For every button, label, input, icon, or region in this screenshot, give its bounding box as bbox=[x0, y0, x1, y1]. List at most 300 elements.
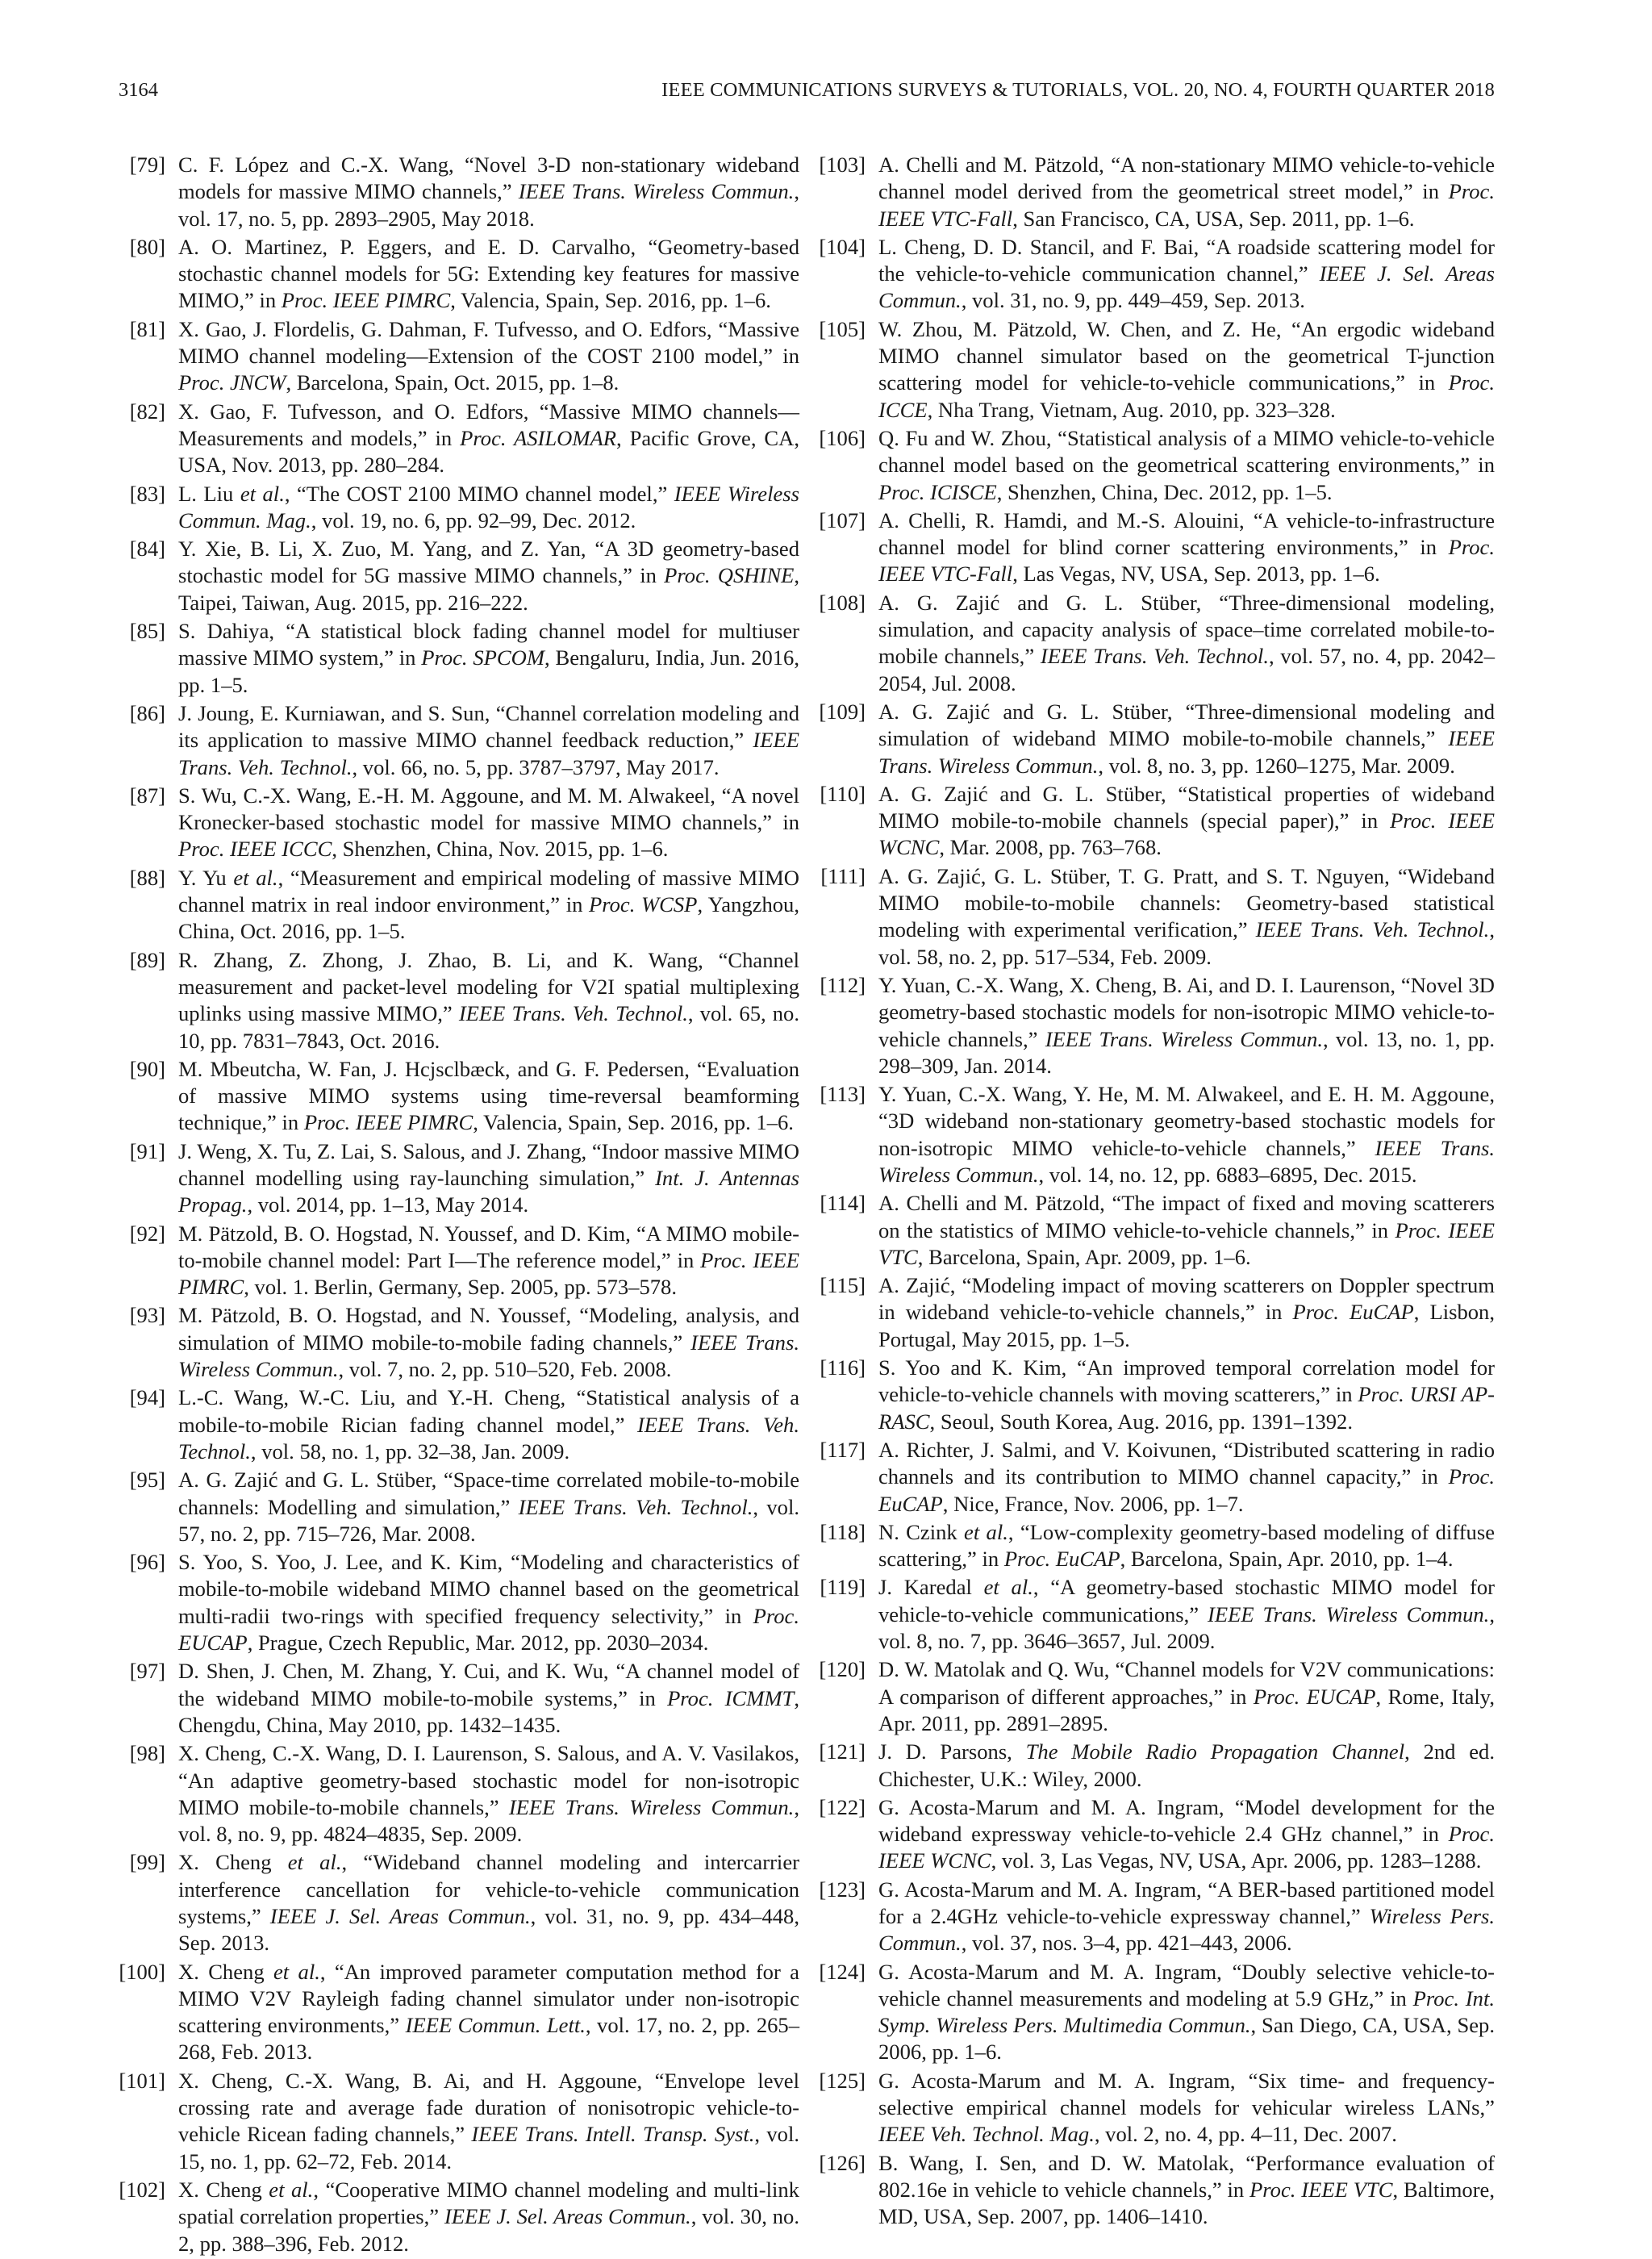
reference-number: [104] bbox=[819, 234, 866, 259]
reference-entry bbox=[814, 1355, 1495, 1435]
reference-text-segment: , “Cooperative MIMO channel modeling and multi-link spatial correlation properties,” bbox=[178, 2177, 799, 2229]
reference-text-segment: X. Cheng bbox=[178, 1850, 288, 1875]
reference-text bbox=[878, 1959, 1495, 2066]
reference-text-segment: G. Acosta-Marum and M. A. Ingram, “Doubly selective vehicle-to-vehicle channel measurements and modeling at 5.9 GHz,” in bbox=[878, 1959, 1495, 2011]
reference-venue-italic: Proc. URSI AP-RASC bbox=[878, 1382, 1495, 1434]
reference-text-segment: , Nice, France, Nov. 2006, pp. 1–7. bbox=[942, 1491, 1244, 1516]
reference-text-segment: Y. Yuan, C.-X. Wang, X. Cheng, B. Ai, and D. I. Laurenson, “Novel 3D geometry-based stochastic models for non-isotropic MIMO vehicle-to-vehicle channels,” bbox=[878, 972, 1495, 1051]
reference-text-segment: , “Measurement and empirical modeling of massive MIMO channel matrix in real indoor environment,” in bbox=[178, 865, 799, 917]
reference-entry bbox=[814, 1959, 1495, 2066]
reference-text-segment: , vol. 8, no. 9, pp. 4824–4835, Sep. 2009. bbox=[178, 1794, 799, 1847]
reference-venue-italic: IEEE Trans. Veh. Technol. bbox=[1255, 917, 1490, 942]
reference-entry bbox=[814, 152, 1495, 232]
reference-number: [94] bbox=[129, 1385, 165, 1410]
reference-text-segment: S. Yoo, S. Yoo, J. Lee, and K. Kim, “Modeling and characteristics of mobile-to-mobile wideband MIMO channel based on the geometrical multi-radii two-rings with specified frequency selectivity,” in bbox=[178, 1550, 799, 1628]
reference-entry bbox=[119, 618, 799, 699]
reference-text-segment: , Lisbon, Portugal, May 2015, pp. 1–5. bbox=[878, 1300, 1495, 1351]
reference-text-segment: W. Zhou, M. Pätzold, W. Chen, and Z. He, “An ergodic wideband MIMO channel simulator based on the geometrical T-junction scattering model for vehicle-to-vehicle communications,” in bbox=[878, 316, 1495, 395]
reference-text-segment: , Prague, Czech Republic, Mar. 2012, pp. 2030–2034. bbox=[247, 1631, 709, 1656]
reference-text bbox=[878, 1519, 1495, 1573]
reference-text-segment: , San Francisco, CA, USA, Sep. 2011, pp. 1–6. bbox=[1012, 206, 1415, 231]
reference-venue-italic: Proc. IEEE VTC bbox=[1249, 2177, 1393, 2202]
reference-venue-italic: et al. bbox=[233, 865, 278, 890]
reference-number: [81] bbox=[129, 316, 165, 341]
reference-number: [79] bbox=[129, 152, 165, 177]
reference-venue-italic: IEEE Wireless Commun. Mag. bbox=[178, 481, 799, 532]
reference-venue-italic: Proc. ASILOMAR bbox=[460, 425, 617, 450]
reference-entry bbox=[814, 781, 1495, 862]
reference-entry bbox=[814, 1437, 1495, 1518]
reference-text-segment: A. Chelli and M. Pätzold, “The impact of fixed and moving scatterers on the statistics of MIMO vehicle-to-vehicle channels,” in bbox=[878, 1191, 1495, 1242]
reference-text-segment: X. Gao, F. Tufvesson, and O. Edfors, “Massive MIMO channels—Measurements and models,” in bbox=[178, 399, 799, 450]
reference-number: [98] bbox=[129, 1741, 165, 1766]
reference-text bbox=[878, 1794, 1495, 1875]
reference-venue-italic: Proc. EuCAP bbox=[1292, 1300, 1414, 1325]
reference-venue-italic: IEEE Veh. Technol. Mag. bbox=[878, 2122, 1095, 2147]
reference-text bbox=[178, 2177, 799, 2257]
reference-number: [97] bbox=[129, 1659, 165, 1684]
reference-venue-italic: Proc. IEEE ICCC bbox=[178, 837, 332, 862]
reference-venue-italic: et al. bbox=[964, 1519, 1008, 1544]
reference-text-segment: , vol. 1. Berlin, Germany, Sep. 2005, pp. 573–578. bbox=[244, 1275, 677, 1300]
reference-entry bbox=[814, 1081, 1495, 1188]
reference-text bbox=[178, 152, 799, 232]
reference-number: [118] bbox=[820, 1519, 866, 1544]
reference-text bbox=[178, 1467, 799, 1547]
reference-venue-italic: Proc. EuCAP bbox=[878, 1464, 1495, 1516]
reference-venue-italic: Wireless Pers. Commun. bbox=[878, 1904, 1495, 1956]
reference-number: [120] bbox=[819, 1657, 866, 1682]
reference-venue-italic: IEEE Trans. Veh. Technol. bbox=[1040, 644, 1269, 669]
reference-text bbox=[178, 2068, 799, 2175]
reference-text-segment: A. G. Zajić and G. L. Stüber, “Three-dimensional modeling and simulation of wideband MIMO mobile-to-mobile channels,” bbox=[878, 699, 1495, 751]
reference-text-segment: , vol. 58, no. 1, pp. 32–38, Jan. 2009. bbox=[250, 1438, 570, 1464]
reference-text bbox=[178, 1959, 799, 2066]
reference-text-segment: , “An improved parameter computation method for a MIMO V2V Rayleigh fading channel simulator under non-isotropic scattering environments,” bbox=[178, 1959, 799, 2038]
reference-text bbox=[178, 481, 799, 535]
reference-text-segment: A. Richter, J. Salmi, and V. Koivunen, “Distributed scattering in radio channels and its contribution to MIMO channel capacity,” in bbox=[878, 1437, 1495, 1489]
reference-number: [83] bbox=[129, 481, 165, 506]
reference-text bbox=[878, 1190, 1495, 1271]
reference-entry bbox=[119, 1384, 799, 1465]
page-number: 3164 bbox=[119, 79, 158, 101]
reference-text-segment: , vol. 58, no. 2, pp. 517–534, Feb. 2009. bbox=[878, 917, 1495, 969]
reference-text-segment: X. Cheng bbox=[178, 2177, 269, 2202]
reference-number: [119] bbox=[820, 1575, 866, 1600]
reference-number: [99] bbox=[129, 1850, 165, 1875]
reference-text-segment: , “Wideband channel modeling and intercarrier interference cancellation for vehicle-to-vehicle communication systems,” bbox=[178, 1850, 799, 1928]
reference-entry bbox=[814, 1272, 1495, 1353]
reference-venue-italic: IEEE J. Sel. Areas Commun. bbox=[444, 2204, 691, 2229]
reference-text-segment: , Bengaluru, India, Jun. 2016, pp. 1–5. bbox=[178, 645, 799, 697]
reference-number: [110] bbox=[820, 781, 866, 806]
reference-text-segment: R. Zhang, Z. Zhong, J. Zhao, B. Li, and K. Wang, “Channel measurement and packet-level modeling for V2I spatial multiplexing uplinks using massive MIMO,” bbox=[178, 947, 799, 1026]
reference-number: [108] bbox=[819, 590, 866, 615]
reference-venue-italic: et al. bbox=[273, 1959, 320, 1984]
reference-venue-italic: IEEE Trans. Veh. Technol. bbox=[178, 1412, 799, 1464]
reference-text bbox=[878, 1877, 1495, 1957]
reference-text-segment: , Barcelona, Spain, Oct. 2015, pp. 1–8. bbox=[286, 370, 620, 395]
reference-text-segment: , vol. 31, no. 9, pp. 449–459, Sep. 2013. bbox=[961, 288, 1305, 313]
reference-number: [116] bbox=[820, 1355, 866, 1380]
reference-venue-italic: IEEE Trans. Wireless Commun. bbox=[178, 1330, 799, 1382]
reference-text-segment: , Las Vegas, NV, USA, Sep. 2013, pp. 1–6. bbox=[1012, 562, 1380, 587]
reference-text-segment: , Valencia, Spain, Sep. 2016, pp. 1–6. bbox=[473, 1110, 794, 1135]
reference-venue-italic: Proc. ICMMT bbox=[667, 1685, 795, 1710]
reference-text-segment: G. Acosta-Marum and M. A. Ingram, “Model development for the wideband expressway vehicle-to-vehicle 2.4 GHz channel,” in bbox=[878, 1794, 1495, 1847]
reference-text bbox=[878, 1739, 1495, 1793]
reference-number: [95] bbox=[129, 1468, 165, 1493]
reference-text-segment: , vol. 7, no. 2, pp. 510–520, Feb. 2008. bbox=[338, 1357, 672, 1382]
reference-number: [105] bbox=[819, 316, 866, 341]
reference-text bbox=[178, 1384, 799, 1465]
reference-text-segment: , vol. 14, no. 12, pp. 6883–6895, Dec. 2015. bbox=[1038, 1162, 1417, 1187]
reference-text bbox=[178, 865, 799, 946]
reference-text-segment: , vol. 57, no. 4, pp. 2042–2054, Jul. 2008. bbox=[878, 644, 1495, 695]
reference-text bbox=[178, 1138, 799, 1219]
reference-number: [102] bbox=[119, 2177, 165, 2202]
reference-text-segment: A. G. Zajić and G. L. Stüber, “Space-time correlated mobile-to-mobile channels: Modelling and simulation,” bbox=[178, 1468, 799, 1519]
reference-entry bbox=[814, 1877, 1495, 1957]
reference-entry bbox=[814, 1574, 1495, 1655]
reference-text-segment: , Seoul, South Korea, Aug. 2016, pp. 1391–1392. bbox=[929, 1409, 1354, 1434]
reference-text-segment: J. Weng, X. Tu, Z. Lai, S. Salous, and J. Zhang, “Indoor massive MIMO channel modelling using ray-launching simulation,” bbox=[178, 1138, 799, 1190]
reference-text-segment: , Yangzhou, China, Oct. 2016, pp. 1–5. bbox=[178, 892, 800, 944]
reference-text bbox=[178, 536, 799, 616]
reference-text-segment: M. Pätzold, B. O. Hogstad, and N. Youssef, “Modeling, analysis, and simulation of MIMO mobile-to-mobile fading channels,” bbox=[178, 1303, 799, 1355]
reference-text bbox=[878, 863, 1495, 971]
reference-text-segment: , Chengdu, China, May 2010, pp. 1432–1435. bbox=[178, 1685, 799, 1737]
reference-text bbox=[878, 152, 1495, 232]
reference-entry bbox=[119, 1740, 799, 1848]
reference-venue-italic: IEEE Trans. Veh. Technol. bbox=[518, 1494, 753, 1519]
reference-entry bbox=[814, 1739, 1495, 1793]
reference-text-segment: B. Wang, I. Sen, and D. W. Matolak, “Performance evaluation of 802.16e in vehicle to vehicle channels,” in bbox=[878, 2150, 1495, 2202]
reference-number: [126] bbox=[819, 2150, 866, 2175]
reference-text-segment: L.-C. Wang, W.-C. Liu, and Y.-H. Cheng, “Statistical analysis of a mobile-to-mobile Rician fading channel model,” bbox=[178, 1385, 799, 1437]
reference-text-segment: S. Dahiya, “A statistical block fading channel model for multiuser massive MIMO system,” in bbox=[178, 619, 799, 670]
reference-number: [89] bbox=[129, 947, 165, 972]
reference-entry bbox=[119, 2068, 799, 2175]
reference-entry bbox=[814, 1794, 1495, 1875]
reference-venue-italic: Proc. IEEE VTC-Fall bbox=[878, 179, 1495, 231]
reference-text-segment: X. Cheng, C.-X. Wang, D. I. Laurenson, S. Salous, and A. V. Vasilakos, “An adaptive geometry-based stochastic model for non-isotropic MIMO mobile-to-mobile channels,” bbox=[178, 1741, 799, 1819]
reference-venue-italic: The Mobile Radio Propagation Channel bbox=[1025, 1739, 1405, 1764]
reference-number: [113] bbox=[820, 1082, 866, 1107]
reference-text-segment: , vol. 31, no. 9, pp. 434–448, Sep. 2013. bbox=[178, 1904, 799, 1956]
reference-text bbox=[178, 1658, 799, 1739]
reference-text bbox=[878, 781, 1495, 862]
reference-text-segment: , vol. 57, no. 2, pp. 715–726, Mar. 2008. bbox=[178, 1494, 799, 1546]
reference-text bbox=[878, 1574, 1495, 1655]
reference-text bbox=[878, 1081, 1495, 1188]
reference-venue-italic: IEEE Trans. Veh. Technol. bbox=[178, 728, 799, 779]
reference-number: [109] bbox=[819, 699, 866, 724]
reference-venue-italic: Proc. QSHINE bbox=[664, 563, 795, 588]
reference-text bbox=[178, 399, 799, 479]
reference-text-segment: , “The COST 2100 MIMO channel model,” bbox=[284, 481, 674, 506]
reference-text bbox=[178, 1302, 799, 1383]
page-header bbox=[119, 74, 1495, 106]
reference-venue-italic: Proc. SPCOM bbox=[421, 645, 545, 670]
reference-text-segment: A. G. Zajić and G. L. Stüber, “Statistical properties of wideband MIMO mobile-to-mobile channels (special paper),” in bbox=[878, 781, 1495, 833]
reference-number: [86] bbox=[129, 700, 165, 725]
reference-venue-italic: Proc. EUCAP bbox=[178, 1603, 799, 1656]
reference-text-segment: Q. Fu and W. Zhou, “Statistical analysis of a MIMO vehicle-to-vehicle channel model based on the geometrical scattering environments,” in bbox=[878, 425, 1495, 478]
reference-text-segment: , “Low-complexity geometry-based modeling of diffuse scattering,” in bbox=[878, 1519, 1495, 1572]
reference-entry bbox=[119, 783, 799, 863]
reference-text-segment: , vol. 17, no. 5, pp. 2893–2905, May 2018. bbox=[178, 179, 799, 231]
reference-number: [114] bbox=[820, 1191, 866, 1216]
reference-venue-italic: Proc. IEEE PIMRC bbox=[281, 288, 451, 313]
reference-text-segment: , Nha Trang, Vietnam, Aug. 2010, pp. 323–328. bbox=[927, 397, 1336, 422]
reference-number: [123] bbox=[819, 1877, 866, 1902]
reference-venue-italic: IEEE Commun. Lett. bbox=[405, 2013, 586, 2038]
reference-entry bbox=[814, 316, 1495, 424]
reference-entry bbox=[119, 700, 799, 781]
reference-text-segment: , Baltimore, MD, USA, Sep. 2007, pp. 1406–1410. bbox=[878, 2177, 1496, 2229]
reference-venue-italic: IEEE Trans. Wireless Commun. bbox=[878, 726, 1495, 778]
reference-venue-italic: Proc. Int. Symp. Wireless Pers. Multimedia Commun. bbox=[878, 1985, 1495, 2038]
reference-text-segment: , vol. 19, no. 6, pp. 92–99, Dec. 2012. bbox=[311, 507, 636, 532]
reference-text-segment: Y. Yu bbox=[178, 865, 234, 890]
reference-text bbox=[878, 1355, 1495, 1435]
reference-number: [106] bbox=[819, 425, 866, 450]
reference-entry bbox=[119, 1549, 799, 1656]
reference-entry bbox=[814, 1656, 1495, 1737]
reference-text-segment: M. Mbeutcha, W. Fan, J. Hcjsclbæck, and G. F. Pedersen, “Evaluation of massive MIMO systems using time-reversal beamforming technique,” in bbox=[178, 1056, 799, 1135]
reference-entry bbox=[119, 1056, 799, 1137]
reference-venue-italic: et al. bbox=[287, 1850, 342, 1875]
reference-text-segment: , Barcelona, Spain, Apr. 2009, pp. 1–6. bbox=[917, 1244, 1251, 1269]
reference-text bbox=[178, 947, 799, 1054]
reference-venue-italic: Proc. EUCAP bbox=[1253, 1684, 1376, 1709]
reference-venue-italic: Proc. IEEE PIMRC bbox=[178, 1247, 800, 1300]
reference-entry bbox=[119, 399, 799, 479]
reference-venue-italic: Proc. ICISCE bbox=[878, 479, 997, 504]
references-left-column bbox=[119, 152, 799, 2259]
reference-entry bbox=[814, 1519, 1495, 1573]
reference-text bbox=[878, 590, 1495, 697]
reference-venue-italic: IEEE Trans. Wireless Commun. bbox=[518, 179, 795, 204]
reference-text bbox=[878, 1656, 1495, 1737]
reference-entry bbox=[119, 865, 799, 946]
reference-text bbox=[178, 783, 799, 863]
reference-text bbox=[178, 1740, 799, 1848]
reference-venue-italic: et al. bbox=[269, 2177, 314, 2202]
reference-text-segment: , vol. 8, no. 7, pp. 3646–3657, Jul. 2009. bbox=[878, 1601, 1495, 1654]
reference-entry bbox=[814, 590, 1495, 697]
reference-entry bbox=[119, 316, 799, 397]
reference-number: [85] bbox=[129, 619, 165, 644]
reference-venue-italic: Int. J. Antennas Propag. bbox=[178, 1165, 799, 1217]
reference-number: [121] bbox=[819, 1739, 866, 1764]
reference-text bbox=[878, 699, 1495, 779]
reference-text bbox=[178, 1549, 799, 1656]
reference-text-segment: Y. Yuan, C.-X. Wang, Y. He, M. M. Alwakeel, and E. H. M. Aggoune, “3D wideband non-stationary geometry-based stochastic models for non-isotropic MIMO vehicle-to-vehicle channels,” bbox=[878, 1082, 1495, 1160]
reference-venue-italic: IEEE Trans. Wireless Commun. bbox=[1207, 1601, 1490, 1626]
reference-text-segment: J. Joung, E. Kurniawan, and S. Sun, “Channel correlation modeling and its application to massive MIMO channel feedback reduction,” bbox=[178, 700, 799, 753]
reference-venue-italic: Proc. JNCW bbox=[178, 370, 286, 395]
reference-number: [101] bbox=[119, 2068, 165, 2093]
reference-text-segment: , vol. 17, no. 2, pp. 265–268, Feb. 2013. bbox=[178, 2013, 800, 2065]
reference-entry bbox=[119, 1959, 799, 2066]
reference-entry bbox=[119, 234, 799, 315]
reference-text-segment: , vol. 66, no. 5, pp. 3787–3797, May 2017. bbox=[352, 754, 720, 779]
reference-text bbox=[878, 316, 1495, 424]
reference-number: [90] bbox=[129, 1056, 165, 1081]
reference-venue-italic: Proc. IEEE VTC bbox=[878, 1217, 1496, 1269]
reference-number: [100] bbox=[119, 1959, 165, 1984]
reference-text-segment: , vol. 2014, pp. 1–13, May 2014. bbox=[247, 1192, 529, 1217]
reference-number: [111] bbox=[820, 863, 866, 888]
reference-text-segment: A. O. Martinez, P. Eggers, and E. D. Carvalho, “Geometry-based stochastic channel models for 5G: Extending key features for massive MIMO,” in bbox=[178, 234, 799, 313]
reference-text-segment: , Mar. 2008, pp. 763–768. bbox=[939, 835, 1162, 860]
reference-entry bbox=[814, 863, 1495, 971]
reference-text-segment: , Rome, Italy, Apr. 2011, pp. 2891–2895. bbox=[878, 1684, 1495, 1735]
reference-text-segment: A. Zajić, “Modeling impact of moving scatterers on Doppler spectrum in wideband vehicle-to-vehicle channels,” in bbox=[878, 1273, 1495, 1325]
reference-text bbox=[178, 234, 799, 315]
reference-entry bbox=[814, 507, 1495, 588]
journal-running-head: IEEE COMMUNICATIONS SURVEYS & TUTORIALS, VOL. 20, NO. 4, FOURTH QUARTER 2018 bbox=[661, 79, 1495, 101]
reference-text bbox=[878, 1437, 1495, 1518]
reference-entry bbox=[119, 1658, 799, 1739]
reference-number: [92] bbox=[129, 1221, 165, 1246]
reference-text-segment: , Pacific Grove, CA, USA, Nov. 2013, pp. 280–284. bbox=[178, 425, 799, 478]
reference-text bbox=[878, 425, 1495, 506]
reference-venue-italic: Proc. IEEE WCNC bbox=[878, 1822, 1495, 1873]
reference-text-segment: C. F. López and C.-X. Wang, “Novel 3-D non-stationary wideband models for massive MIMO channels,” bbox=[178, 152, 799, 204]
reference-text-segment: X. Gao, J. Flordelis, G. Dahman, F. Tufvesso, and O. Edfors, “Massive MIMO channel modeling—Extension of the COST 2100 model,” in bbox=[178, 316, 799, 369]
reference-text-segment: G. Acosta-Marum and M. A. Ingram, “A BER-based partitioned model for a 2.4GHz vehicle-to-vehicle expressway channel,” bbox=[878, 1877, 1495, 1928]
reference-venue-italic: Proc. EuCAP bbox=[1003, 1547, 1120, 1572]
reference-entry bbox=[119, 152, 799, 232]
reference-venue-italic: et al. bbox=[240, 481, 285, 506]
reference-text-segment: A. Chelli and M. Pätzold, “A non-stationary MIMO vehicle-to-vehicle channel model derived from the geometrical street model,” in bbox=[878, 152, 1495, 204]
reference-text-segment: S. Yoo and K. Kim, “An improved temporal correlation model for vehicle-to-vehicle channels with moving scatterers,” in bbox=[878, 1355, 1495, 1407]
reference-text-segment: X. Cheng bbox=[178, 1959, 273, 1984]
reference-entry bbox=[814, 2068, 1495, 2148]
reference-number: [87] bbox=[129, 783, 165, 808]
reference-text-segment: , Valencia, Spain, Sep. 2016, pp. 1–6. bbox=[450, 288, 771, 313]
reference-text bbox=[878, 234, 1495, 315]
reference-venue-italic: et al. bbox=[983, 1575, 1033, 1600]
reference-number: [96] bbox=[129, 1550, 165, 1575]
reference-text-segment: , 2nd ed. Chichester, U.K.: Wiley, 2000. bbox=[878, 1739, 1495, 1791]
reference-venue-italic: IEEE J. Sel. Areas Commun. bbox=[878, 261, 1495, 313]
reference-entry bbox=[119, 2177, 799, 2257]
reference-venue-italic: IEEE Trans. Wireless Commun. bbox=[508, 1794, 795, 1819]
reference-entry bbox=[814, 425, 1495, 506]
reference-venue-italic: IEEE Trans. Wireless Commun. bbox=[1045, 1026, 1323, 1051]
reference-entry bbox=[814, 699, 1495, 779]
reference-text-segment: A. G. Zajić and G. L. Stüber, “Three-dimensional modeling, simulation, and capacity analysis of space–time correlated mobile-to-mobile channels,” bbox=[878, 590, 1495, 669]
reference-entry bbox=[119, 481, 799, 535]
reference-text bbox=[878, 507, 1495, 588]
reference-number: [80] bbox=[129, 234, 165, 259]
reference-text-segment: , Taipei, Taiwan, Aug. 2015, pp. 216–222. bbox=[178, 563, 799, 615]
reference-entry bbox=[119, 1467, 799, 1547]
reference-text-segment: M. Pätzold, B. O. Hogstad, N. Youssef, and D. Kim, “A MIMO mobile-to-mobile channel model: Part I—The reference model,” in bbox=[178, 1221, 799, 1272]
reference-text-segment: L. Liu bbox=[178, 481, 240, 506]
reference-venue-italic: Proc. IEEE WCNC bbox=[878, 808, 1496, 860]
reference-number: [93] bbox=[129, 1303, 165, 1328]
reference-entry bbox=[814, 2150, 1495, 2231]
reference-number: [124] bbox=[819, 1959, 866, 1984]
reference-text bbox=[878, 2068, 1495, 2148]
reference-text-segment: , vol. 13, no. 1, pp. 298–309, Jan. 2014. bbox=[878, 1026, 1495, 1078]
reference-entry bbox=[814, 1190, 1495, 1271]
reference-text-segment: J. D. Parsons, bbox=[878, 1739, 1026, 1764]
reference-entry bbox=[814, 234, 1495, 315]
reference-text bbox=[878, 972, 1495, 1079]
reference-text bbox=[178, 700, 799, 781]
reference-text-segment: N. Czink bbox=[878, 1519, 965, 1544]
reference-number: [103] bbox=[819, 152, 866, 177]
reference-text-segment: A. G. Zajić, G. L. Stüber, T. G. Pratt, and S. T. Nguyen, “Wideband MIMO mobile-to-mobile channels: Geometry-based statistical modeling with experimental verification,” bbox=[878, 863, 1495, 942]
reference-entry bbox=[814, 972, 1495, 1079]
reference-venue-italic: Proc. ICCE bbox=[878, 370, 1495, 422]
reference-text-segment: , Shenzhen, China, Nov. 2015, pp. 1–6. bbox=[332, 837, 669, 862]
references-right-column bbox=[814, 152, 1495, 2232]
reference-text-segment: , vol. 65, no. 10, pp. 7831–7843, Oct. 2016. bbox=[178, 1001, 799, 1053]
reference-text-segment: , vol. 15, no. 1, pp. 62–72, Feb. 2014. bbox=[178, 2122, 800, 2173]
reference-text-segment: D. Shen, J. Chen, M. Zhang, Y. Cui, and K. Wu, “A channel model of the wideband MIMO mobile-to-mobile systems,” in bbox=[178, 1659, 799, 1710]
reference-text-segment: , Shenzhen, China, Dec. 2012, pp. 1–5. bbox=[996, 479, 1333, 504]
reference-number: [115] bbox=[820, 1273, 866, 1298]
reference-text-segment: , vol. 37, nos. 3–4, pp. 421–443, 2006. bbox=[961, 1931, 1292, 1956]
reference-text bbox=[178, 1849, 799, 1956]
reference-entry bbox=[119, 536, 799, 616]
reference-text-segment: , vol. 2, no. 4, pp. 4–11, Dec. 2007. bbox=[1094, 2122, 1397, 2147]
reference-text-segment: X. Cheng, C.-X. Wang, B. Ai, and H. Aggoune, “Envelope level crossing rate and average fade duration of nonisotropic vehicle-to-vehicle Ricean fading channels,” bbox=[178, 2068, 799, 2147]
reference-number: [122] bbox=[819, 1794, 866, 1819]
reference-number: [107] bbox=[819, 507, 866, 532]
reference-text-segment: S. Wu, C.-X. Wang, E.-H. M. Aggoune, and M. M. Alwakeel, “A novel Kronecker-based stochastic model for massive MIMO channels,” in bbox=[178, 783, 799, 835]
reference-text-segment: G. Acosta-Marum and M. A. Ingram, “Six time- and frequency- selective empirical channel models for vehicular wireless LANs,” bbox=[878, 2068, 1495, 2120]
reference-text-segment: , vol. 30, no. 2, pp. 388–396, Feb. 2012. bbox=[178, 2204, 799, 2256]
reference-venue-italic: Proc. IEEE VTC-Fall bbox=[878, 535, 1495, 587]
reference-text bbox=[178, 618, 799, 699]
reference-number: [112] bbox=[820, 972, 866, 997]
reference-venue-italic: IEEE Trans. Wireless Commun. bbox=[878, 1135, 1495, 1187]
reference-entry bbox=[119, 1302, 799, 1383]
reference-number: [117] bbox=[820, 1437, 866, 1462]
reference-text-segment: , San Diego, CA, USA, Sep. 2006, pp. 1–6. bbox=[878, 2013, 1495, 2065]
reference-entry bbox=[119, 1221, 799, 1301]
reference-text-segment: , vol. 3, Las Vegas, NV, USA, Apr. 2006, pp. 1283–1288. bbox=[991, 1848, 1482, 1873]
reference-number: [91] bbox=[129, 1138, 165, 1163]
reference-number: [88] bbox=[129, 865, 165, 890]
reference-text-segment: A. Chelli, R. Hamdi, and M.-S. Alouini, “A vehicle-to-infrastructure channel model for blind corner scattering environments,” in bbox=[878, 507, 1495, 560]
reference-text-segment: Y. Xie, B. Li, X. Zuo, M. Yang, and Z. Yan, “A 3D geometry-based stochastic model for 5G massive MIMO channels,” in bbox=[178, 537, 799, 588]
reference-text bbox=[878, 2150, 1495, 2231]
reference-number: [82] bbox=[129, 399, 165, 424]
reference-venue-italic: Proc. IEEE PIMRC bbox=[303, 1110, 473, 1135]
reference-text bbox=[878, 1272, 1495, 1353]
reference-text bbox=[178, 1056, 799, 1137]
reference-number: [84] bbox=[129, 537, 165, 562]
reference-venue-italic: IEEE J. Sel. Areas Commun. bbox=[269, 1904, 531, 1928]
reference-text-segment: L. Cheng, D. D. Stancil, and F. Bai, “A roadside scattering model for the vehicle-to-vehicle communication channel,” bbox=[878, 234, 1495, 286]
reference-text-segment: , Barcelona, Spain, Apr. 2010, pp. 1–4. bbox=[1120, 1547, 1454, 1572]
reference-venue-italic: IEEE Trans. Veh. Technol. bbox=[458, 1001, 688, 1026]
reference-entry bbox=[119, 1849, 799, 1956]
reference-venue-italic: IEEE Trans. Intell. Transp. Syst. bbox=[471, 2122, 755, 2147]
reference-text bbox=[178, 316, 799, 397]
reference-text bbox=[178, 1221, 799, 1301]
reference-entry bbox=[119, 947, 799, 1054]
